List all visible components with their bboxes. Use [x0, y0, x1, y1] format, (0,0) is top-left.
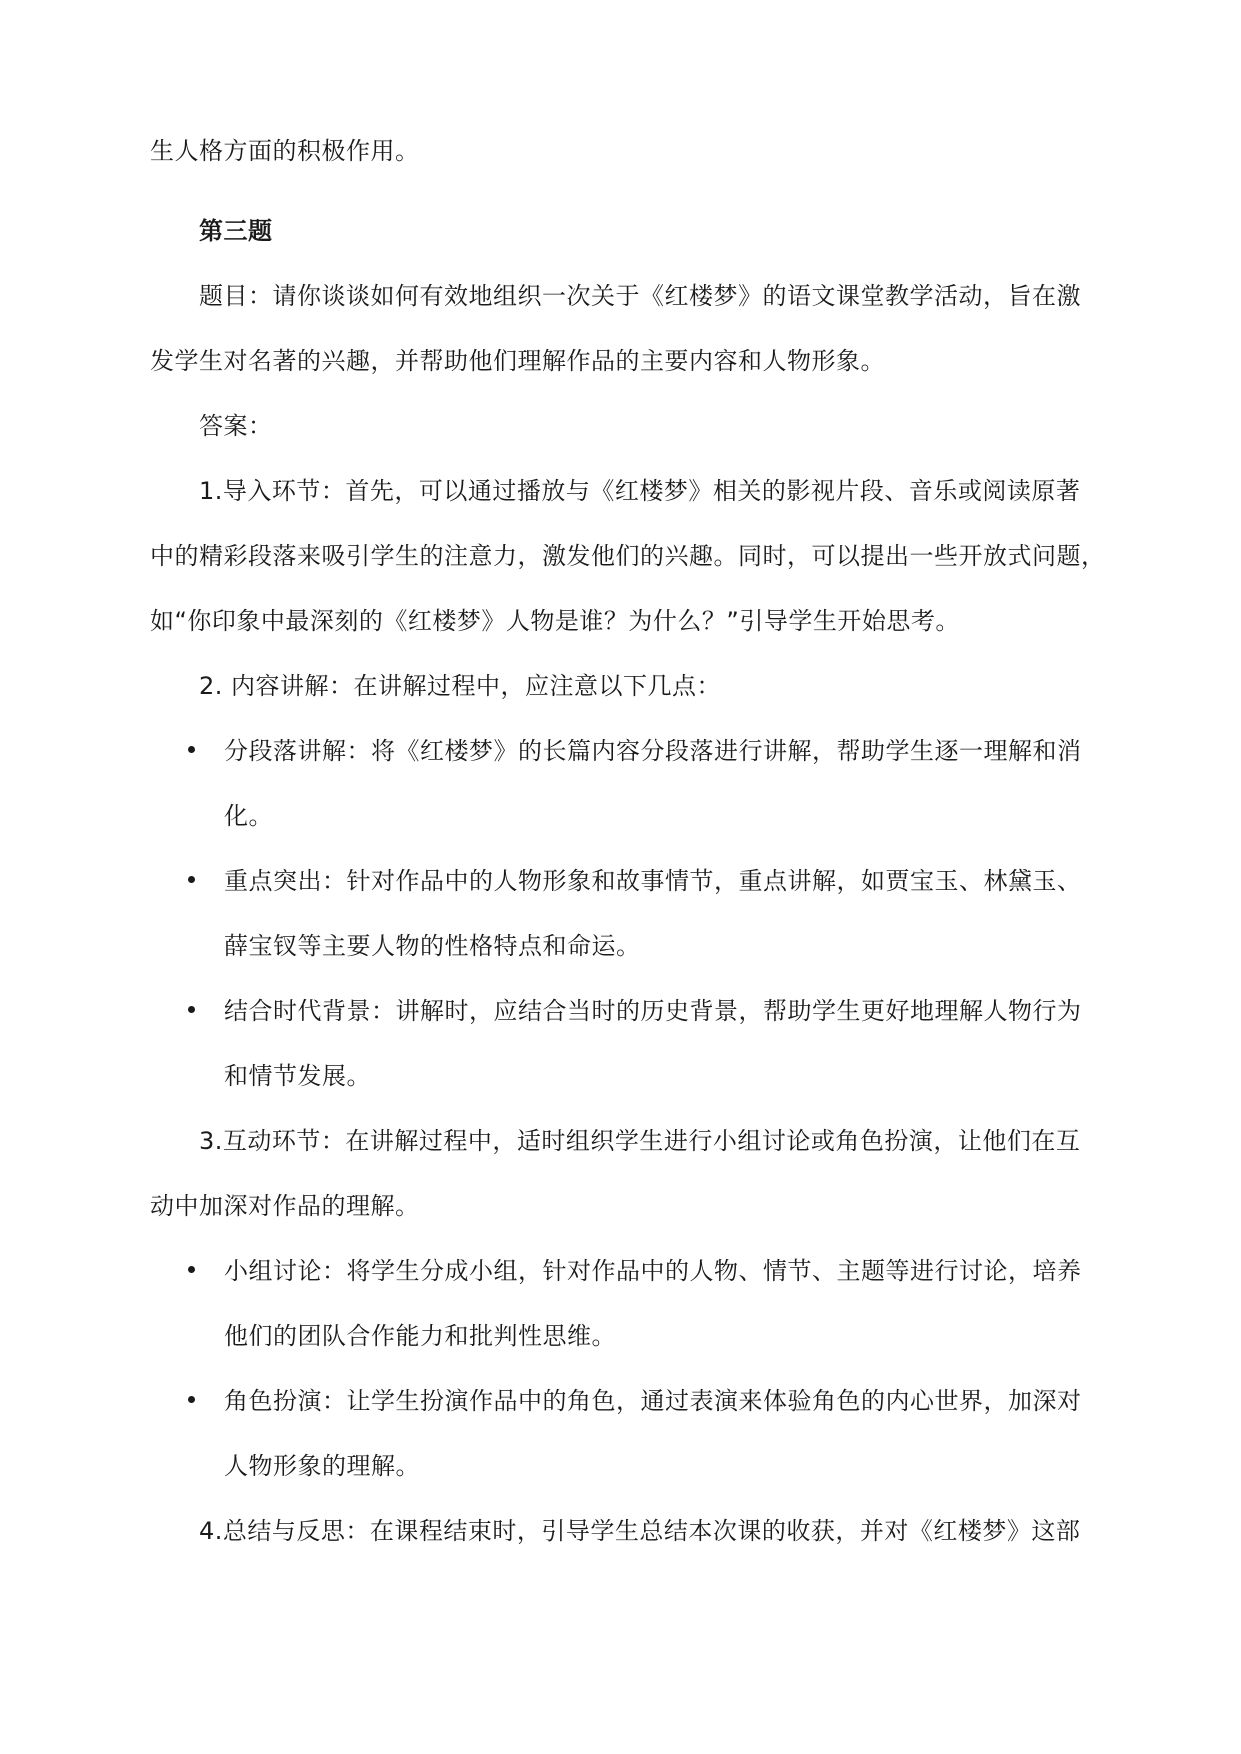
bullet-item-continued: 人物形象的理解。: [224, 1452, 420, 1480]
section-heading: 第三题: [199, 217, 273, 245]
answer-line: 2. 内容讲解：在讲解过程中，应注意以下几点：: [199, 672, 722, 700]
answer-line: 1.导入环节：首先，可以通过播放与《红楼梦》相关的影视片段、音乐或阅读原著: [199, 477, 1081, 505]
bullet-icon: [188, 1006, 195, 1013]
paragraph-line: 生人格方面的积极作用。: [150, 137, 420, 165]
bullet-item-continued: 薛宝钗等主要人物的性格特点和命运。: [224, 932, 641, 960]
bullet-icon: [188, 1396, 195, 1403]
bullet-icon: [188, 746, 195, 753]
answer-line: 如“你印象中最深刻的《红楼梦》人物是谁？为什么？”引导学生开始思考。: [150, 607, 960, 635]
answer-label: 答案：: [199, 412, 273, 440]
bullet-item: 小组讨论：将学生分成小组，针对作品中的人物、情节、主题等进行讨论，培养: [224, 1257, 1082, 1285]
answer-line: 3.互动环节：在讲解过程中，适时组织学生进行小组讨论或角色扮演，让他们在互: [199, 1127, 1081, 1155]
bullet-item-continued: 化。: [224, 802, 273, 830]
answer-line: 4.总结与反思：在课程结束时，引导学生总结本次课的收获，并对《红楼梦》这部: [199, 1517, 1081, 1545]
bullet-item: 分段落讲解：将《红楼梦》的长篇内容分段落进行讲解，帮助学生逐一理解和消: [224, 737, 1082, 765]
bullet-item: 重点突出：针对作品中的人物形象和故事情节，重点讲解，如贾宝玉、林黛玉、: [224, 867, 1082, 895]
bullet-icon: [188, 1266, 195, 1273]
bullet-item-continued: 他们的团队合作能力和批判性思维。: [224, 1322, 616, 1350]
bullet-item: 结合时代背景：讲解时，应结合当时的历史背景，帮助学生更好地理解人物行为: [224, 997, 1082, 1025]
bullet-icon: [188, 876, 195, 883]
bullet-item-continued: 和情节发展。: [224, 1062, 371, 1090]
question-line: 发学生对名著的兴趣，并帮助他们理解作品的主要内容和人物形象。: [150, 347, 885, 375]
answer-line: 动中加深对作品的理解。: [150, 1192, 420, 1220]
question-line: 题目：请你谈谈如何有效地组织一次关于《红楼梦》的语文课堂教学活动，旨在激: [199, 282, 1081, 310]
bullet-item: 角色扮演：让学生扮演作品中的角色，通过表演来体验角色的内心世界，加深对: [224, 1387, 1082, 1415]
answer-line: 中的精彩段落来吸引学生的注意力，激发他们的兴趣。同时，可以提出一些开放式问题，: [150, 542, 1106, 570]
